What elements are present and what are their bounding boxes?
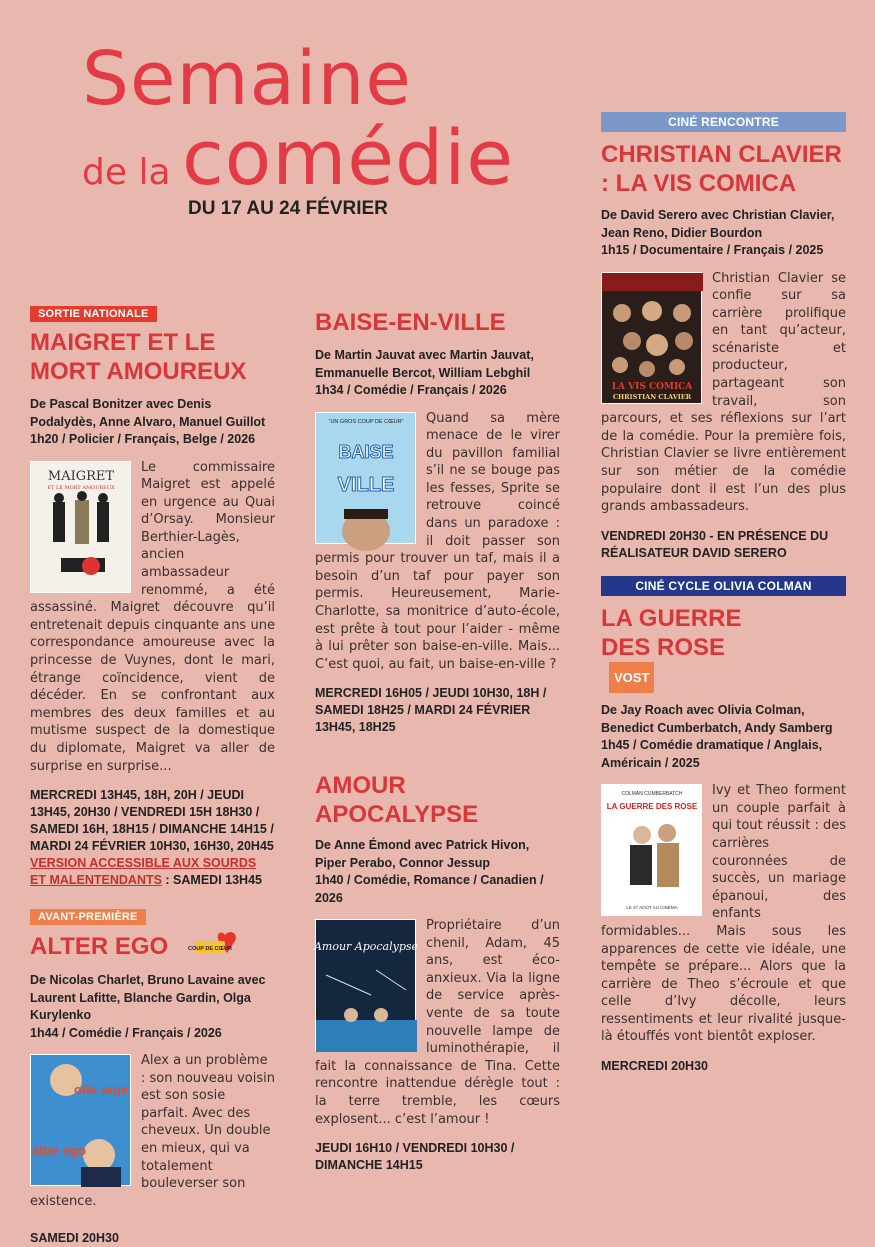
poster-cast: COLMAN CUMBERBATCH [621,791,683,798]
film-synopsis-block [30,1052,275,1210]
film-synopsis: Le commissaire Maigret est appelé en urgence au Quai d’Orsay. Monsieur Berthier-Lagès, ancien ambassadeur renommé, a été assassiné. Maigret découvre qu’il entretenait depuis cinquante ans une correspondance amoureuse avec la princesse de Vuynes, dont le mari, étrange coïncidence, vient de décéder. En se confrontant aux membres des deux familles et au mutisme suspect de la domestique du diplomate, Maigret va aller de surprise en surprise... [30,459,275,774]
poster-title: LA GUERRE DES ROSE [606,802,698,812]
poster-art [316,413,417,545]
film-poster [30,461,131,593]
title-semaine: Semaine [82,36,412,122]
film-credits [601,702,846,772]
film-schedule: VENDREDI 20H30 - EN PRÉSENCE DU RÉALISATEUR DAVID SERERO [601,528,829,560]
film-info: 1h44 / Comédie / Français / 2026 [30,1025,222,1040]
film-poster [315,412,416,544]
poster-subtitle: ET LE MORT AMOUREUX [47,484,115,491]
film-synopsis-block [315,917,560,1128]
release-tag: SORTIE NATIONALE [30,306,157,322]
poster-title: MAIGRET [47,468,115,484]
preview-tag: AVANT-PREMIÈRE [30,909,146,925]
film-synopsis: Alex a un problème : son nouveau voisin est son sosie parfait. Avec des cheveux. Un double en mieux, qui va totalement bouleverser son existence. [30,1053,275,1209]
film-schedule: JEUDI 16H10 / VENDREDI 10H30 / DIMANCHE 14H15 [315,1141,515,1173]
event-tag: CINÉ RENCONTRE [601,112,846,132]
film-title: LA GUERRE DES ROSE [601,605,742,661]
film-schedule: MERCREDI 20H30 [601,1059,708,1074]
film-info: 1h15 / Documentaire / Français / 2025 [601,243,824,257]
coup-de-coeur-badge [187,931,243,964]
accessible-time: : SAMEDI 13H45 [161,873,262,888]
film-credits [601,207,846,260]
film-synopsis: Ivy et Theo forment un couple parfait à qui tout réussit : des carrières couronnées de succès, un mariage épanoui, des enfants formidables... Mais sous les apparences de cette vie idéale, une tempête se prépare... Alors que la carrière de Theo s’écroule et que celle d’Ivy décolle, leurs ressentiments et leur rivalité jusque-là étouffés vont bientôt exploser. [601,783,846,1045]
poster-art [31,462,132,594]
film-poster [601,272,702,404]
poster-art [602,785,703,917]
svg-text:VILLE: VILLE [337,473,395,496]
film-crew: De David Serero avec Christian Clavier, Jean Reno, Didier Bourdon [601,208,835,240]
poster-title: Amour Apocalypse [313,940,419,953]
page-title [82,36,515,213]
film-title: BAISE-EN-VILLE [315,309,506,336]
film-synopsis-block [601,782,846,1046]
film-info: 1h40 / Comédie, Romance / Canadien / 2026 [315,873,544,905]
film-info: 1h20 / Policier / Français, Belge / 2026 [30,432,256,446]
film-schedule [30,787,275,889]
poster-art [31,1055,132,1187]
accessibility-line [30,855,275,889]
film-synopsis-block [315,410,560,674]
film-crew: De Nicolas Charlet, Bruno Lavaine avec Laurent Lafitte, Blanche Gardin, Olga Kurylenko [30,973,266,1022]
svg-text:alter ego: alter ego [73,1084,129,1099]
film-synopsis-block [30,459,275,776]
festival-dates: DU 17 AU 24 FÉVRIER [188,198,388,219]
film-synopsis-block [601,270,846,516]
film-title-row [30,931,275,964]
poster-art [602,273,703,405]
film-info: 1h34 / Comédie / Français / 2026 [315,383,507,397]
film-amour-apocalypse [315,765,560,1174]
film-info: 1h45 / Comédie dramatique / Anglais, Américain / 2025 [601,738,823,770]
film-crew: De Anne Émond avec Patrick Hivon, Piper Perabo, Connor Jessup [315,838,530,870]
film-alter-ego [30,905,275,1247]
schedule-times: MERCREDI 13H45, 18H, 20H / JEUDI 13H45, 20H30 / VENDREDI 15H 18H30 / SAMEDI 16H, 18H15 / DIMANCHE 14H15 / MARDI 24 FÉVRIER 10H30, 16H30, 20H45 [30,788,274,854]
poster-subtitle: CHRISTIAN CLAVIER [612,392,692,401]
title-de-la: de la [82,152,171,193]
poster-badge: “UN GROS COUP DE CŒUR” [328,418,404,425]
film-maigret [30,302,275,889]
cycle-tag: CINÉ CYCLE OLIVIA COLMAN [601,576,846,596]
film-crew: De Martin Jauvat avec Martin Jauvat, Emmanuelle Bercot, William Lebghil [315,348,534,380]
film-poster [313,919,419,1051]
film-title: ALTER EGO [30,932,169,960]
coup-label: COUP DE CŒUR [187,946,232,952]
poster-title: alter ego [31,1143,87,1158]
film-credits [30,972,275,1042]
film-title: MAIGRET ET LE MORT AMOUREUX [30,329,247,385]
film-christian-clavier [601,112,846,562]
film-credits [30,396,275,449]
film-crew: De Pascal Bonitzer avec Denis Podalydès, Anne Alvaro, Manuel Guillot [30,397,266,429]
film-title: AMOUR APOCALYPSE [315,772,479,828]
poster-title: LA VIS COMICA [611,381,693,392]
film-synopsis: Propriétaire d’un chenil, Adam, 45 ans, est éco-anxieux. Via la ligne de service après-vente de sa toute nouvelle lampe de luminothérapie, il fait la connaissance de Tina. Cette rencontre inattendue dérègle tout : la terre tremble, les cœurs explosent... c’est l’amour ! [315,918,560,1127]
film-crew: De Jay Roach avec Olivia Colman, Benedict Cumberbatch, Andy Samberg [601,703,833,735]
film-synopsis: Christian Clavier se confie sur sa carrière prolifique en tant qu’acteur, scénariste et producteur, partageant son travail, son parcours, et ses réflexions sur l’art de la comédie. Pour la première fois, Christian Clavier se livre entièrement sur son métier de la comédie populaire dont il est l’un des plus grands ambassadeurs. [601,270,846,515]
film-baise-en-ville [315,302,560,736]
title-comedie: comédie [181,113,515,202]
film-synopsis: Quand sa mère menace de le virer du pavillon familial s’il ne se bouge pas les fesses, Sprite se retrouve coincé dans un paradoxe : il doit passer son permis pour trouver un taf, mais il a besoin d’un taf pour payer son permis. Heureusement, Marie-Charlotte, sa monitrice d’auto-école, est prête à tout pour l’aider - même à lui prêter son baise-en-ville. Mais... C’est quoi, au fait, un baise-en-ville ? [315,410,560,672]
accessible-version-link[interactable]: VERSION ACCESSIBLE AUX SOURDS ET MALENTENDANTS [30,856,257,888]
film-poster [30,1054,131,1186]
poster-art [313,920,419,1052]
film-title: CHRISTIAN CLAVIER : LA VIS COMICA [601,141,842,197]
film-credits [315,837,560,907]
svg-text:BAISE: BAISE [338,441,394,462]
film-schedule: SAMEDI 20H30 [30,1231,119,1246]
film-poster [601,784,702,916]
film-credits [315,347,560,400]
heart-icon [187,931,243,957]
poster-date: LE 27 AOÛT AU CINÉMA [626,905,678,911]
film-title-row [601,604,761,693]
vost-badge: VOST [609,662,654,693]
film-la-guerre-des-rose [601,576,846,1075]
film-schedule: MERCREDI 16H05 / JEUDI 10H30, 18H / SAMEDI 18H25 / MARDI 24 FÉVRIER 13H45, 18H25 [315,686,547,735]
